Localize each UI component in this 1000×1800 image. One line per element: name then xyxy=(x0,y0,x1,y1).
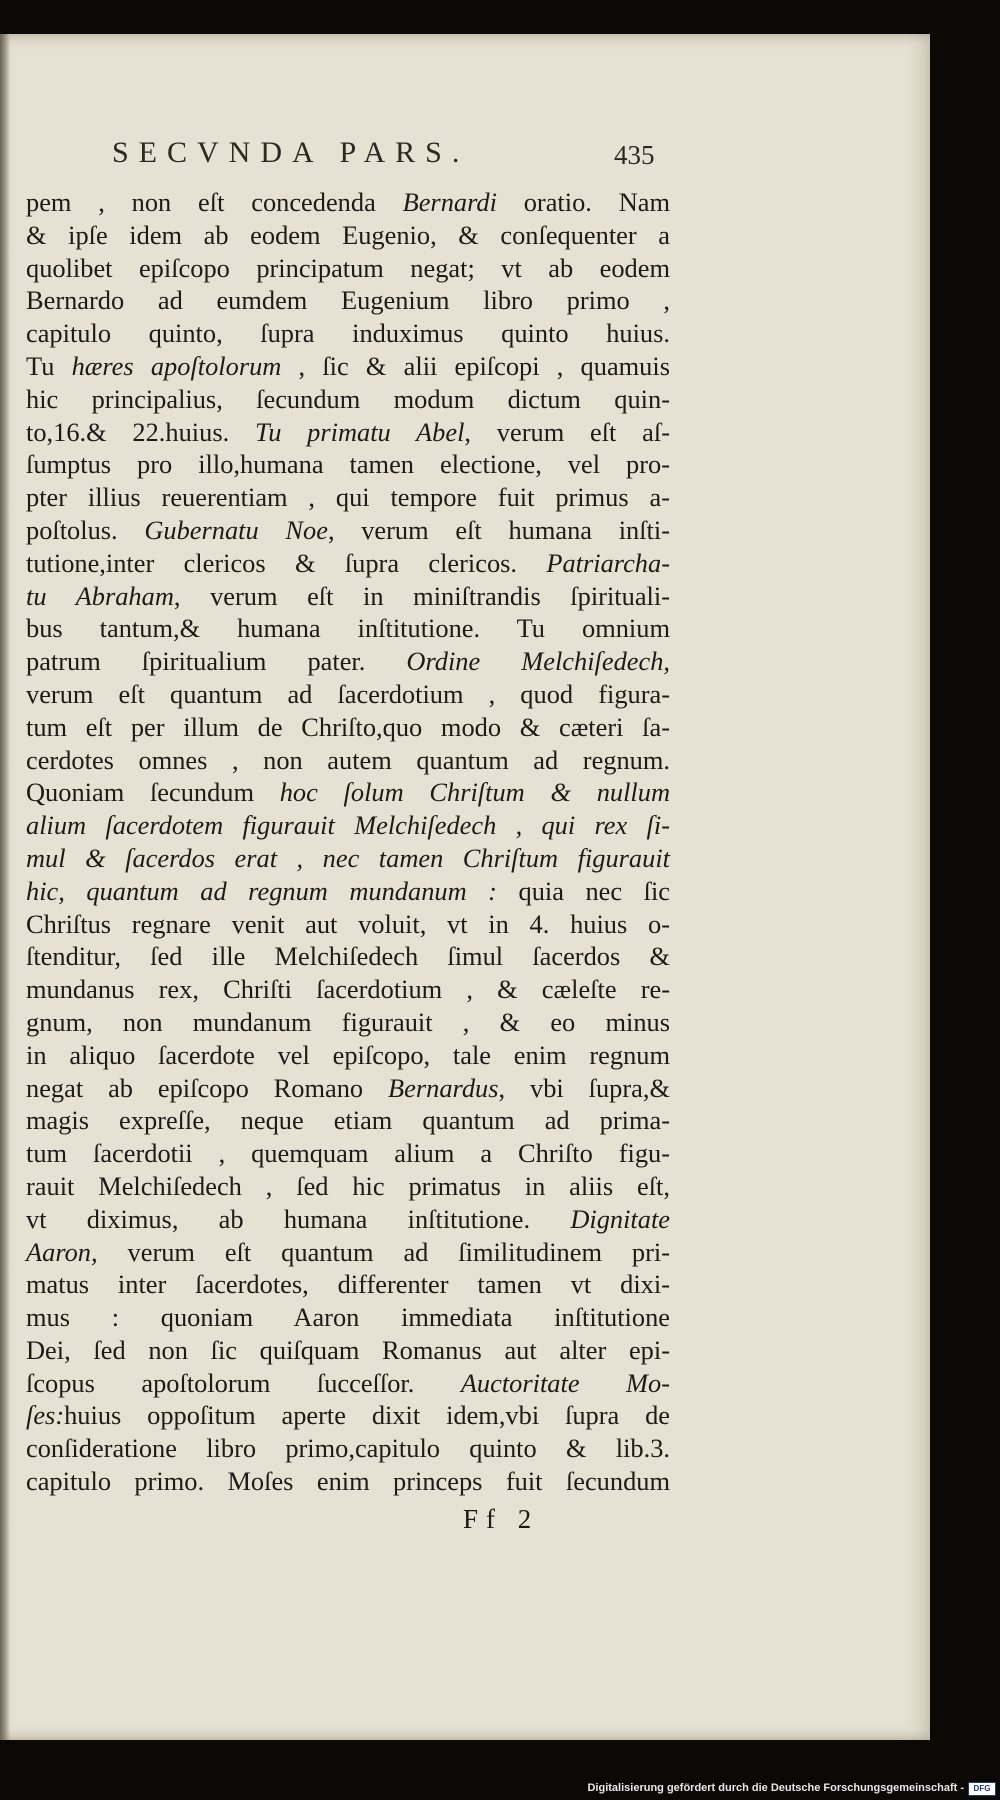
italic-text-run: Bernardi xyxy=(402,187,497,217)
text-line xyxy=(26,1203,670,1236)
dfg-logo: DFG xyxy=(968,1782,996,1796)
text-line xyxy=(26,186,670,219)
text-run: Quoniam ſecundum xyxy=(26,777,280,808)
italic-text-run: Patriarcha- xyxy=(546,547,670,578)
text-line xyxy=(26,711,670,744)
italic-text-run: mul & ſacerdos erat , nec tamen Chriſtum figurauit xyxy=(26,842,670,873)
text-line xyxy=(26,481,670,514)
text-line xyxy=(26,252,670,285)
text-run: vt diximus, ab humana inſtitutione. xyxy=(26,1203,571,1234)
text-run: Chriſtus regnare venit aut voluit, vt in 4. huius o- xyxy=(26,908,670,939)
text-run: quia nec ſic xyxy=(496,875,670,906)
text-run: verum eſt quantum ad ſacerdotium , quod figura- xyxy=(26,678,670,709)
text-line xyxy=(26,973,670,1006)
text-run: matus inter ſacerdotes, differenter tamen vt dixi- xyxy=(26,1269,670,1300)
text-line xyxy=(26,284,670,317)
text-run: bus tantum,& humana inſtitutione. Tu omnium xyxy=(26,613,670,644)
text-line xyxy=(26,1104,670,1137)
page-number: 435 xyxy=(614,140,655,170)
text-run: cerdotes omnes , non autem quantum ad regnum. xyxy=(26,744,670,775)
text-line xyxy=(26,1301,670,1334)
text-run: capitulo quinto, ſupra induximus quinto huius. xyxy=(26,318,670,349)
text-run: tum eſt per illum de Chriſto,quo modo & cæteri ſa- xyxy=(26,711,670,742)
italic-text-run: Tu primatu Abel xyxy=(254,416,465,447)
text-run: , verum eſt in miniſtrandis ſpirituali- xyxy=(173,580,670,611)
text-run: ſumptus pro illo,humana tamen electione, vel pro- xyxy=(26,449,670,480)
italic-text-run: hæres apoſtolorum xyxy=(71,350,282,381)
italic-text-run: Dignitate xyxy=(570,1203,670,1234)
text-line xyxy=(26,1236,670,1269)
text-run: hic principalius, ſecundum modum dictum quin- xyxy=(26,383,670,414)
italic-text-run: Aaron, xyxy=(26,1236,98,1267)
text-line xyxy=(26,645,670,678)
text-run: Dei, ſed non ſic quiſquam Romanus aut alter epi- xyxy=(26,1334,670,1365)
text-run: , ſic & alii epiſcopi , quamuis xyxy=(281,350,670,381)
text-run: Tu xyxy=(26,350,72,381)
text-line xyxy=(26,514,670,547)
signature-mark: Ff 2 xyxy=(463,1504,540,1534)
italic-text-run: alium ſacerdotem figurauit Melchiſedech , qui rex ſi- xyxy=(26,810,670,841)
text-line xyxy=(26,580,670,613)
text-line xyxy=(26,809,670,842)
italic-text-run: hoc ſolum Chriſtum & nullum xyxy=(279,777,670,808)
text-line xyxy=(26,875,670,908)
text-run: rauit Melchiſedech , ſed hic primatus in aliis eſt, xyxy=(26,1170,670,1201)
text-line xyxy=(26,1137,670,1170)
text-line xyxy=(26,776,670,809)
text-run: huius oppoſitum aperte dixit idem,vbi ſupra de xyxy=(64,1400,670,1431)
text-run: tum ſacerdotii , quemquam alium a Chriſto figu- xyxy=(26,1138,670,1169)
running-head: SECVNDA PARS. xyxy=(112,136,470,169)
text-run: capitulo primo. Moſes enim princeps fuit ſecundum xyxy=(26,1466,670,1497)
text-line xyxy=(26,416,670,449)
text-run: Bernardo ad eumdem Eugenium libro primo , xyxy=(26,285,670,316)
italic-text-run: Auctoritate Mo- xyxy=(460,1367,670,1398)
text-line xyxy=(26,1432,670,1465)
text-run: tutione,inter clericos & ſupra clericos. xyxy=(26,547,547,578)
text-line xyxy=(26,1268,670,1301)
text-line xyxy=(26,678,670,711)
text-line xyxy=(26,744,670,777)
text-run: patrum ſpiritualium pater. xyxy=(26,646,407,677)
text-line xyxy=(26,1465,670,1498)
text-run: in aliquo ſacerdote vel epiſcopo, tale enim regnum xyxy=(26,1039,670,1070)
text-line xyxy=(26,448,670,481)
text-run: oratio. Nam xyxy=(496,187,670,217)
text-line xyxy=(26,1039,670,1072)
text-line xyxy=(26,1170,670,1203)
text-run: , vbi ſupra,& xyxy=(498,1072,670,1103)
text-line xyxy=(26,1006,670,1039)
italic-text-run: Gubernatu Noe xyxy=(144,514,328,545)
text-run: & ipſe idem ab eodem Eugenio, & conſequenter a xyxy=(26,219,670,250)
text-run: mundanus rex, Chriſti ſacerdotium , & cæleſte re- xyxy=(26,974,670,1005)
body-text xyxy=(26,186,670,1498)
text-line xyxy=(26,908,670,941)
text-line xyxy=(26,1334,670,1367)
text-line xyxy=(26,383,670,416)
italic-text-run: ſes: xyxy=(26,1400,65,1431)
text-line xyxy=(26,219,670,252)
text-run: to,16.& 22.huius. xyxy=(26,416,255,447)
text-run: magis expreſſe, neque etiam quantum ad prima- xyxy=(26,1105,670,1136)
text-line xyxy=(26,317,670,350)
text-run: pter illius reuerentiam , qui tempore fuit primus a- xyxy=(26,482,670,513)
italic-text-run: tu Abraham xyxy=(26,580,174,611)
text-run: mus : quoniam Aaron immediata inſtitutione xyxy=(26,1302,670,1333)
text-run: , verum eſt humana inſti- xyxy=(327,514,671,545)
text-run: ſcopus apoſtolorum ſucceſſor. xyxy=(26,1367,461,1398)
text-run: conſideratione libro primo,capitulo quinto & lib.3. xyxy=(26,1433,670,1464)
digitization-credit: Digitalisierung gefördert durch die Deutsche Forschungsgemeinschaft - xyxy=(587,1782,964,1794)
italic-text-run: hic, quantum ad regnum mundanum : xyxy=(26,875,497,906)
text-line xyxy=(26,1072,670,1105)
text-line xyxy=(26,842,670,875)
text-run: verum eſt quantum ad ſimilitudinem pri- xyxy=(97,1236,670,1267)
text-line xyxy=(26,547,670,580)
page-gutter-shadow xyxy=(0,34,10,1740)
text-run: poſtolus. xyxy=(26,514,145,545)
text-run: quolibet epiſcopo principatum negat; vt ab eodem xyxy=(26,252,670,283)
text-line xyxy=(26,350,670,383)
text-run: gnum, non mundanum figurauit , & eo minus xyxy=(26,1006,670,1037)
text-line xyxy=(26,612,670,645)
text-run: , verum eſt aſ- xyxy=(464,416,670,447)
text-line xyxy=(26,940,670,973)
text-run: ſtenditur, ſed ille Melchiſedech ſimul ſacerdos & xyxy=(26,941,670,972)
italic-text-run: Bernardus xyxy=(388,1072,499,1103)
text-run: pem , non eſt concedenda xyxy=(26,187,403,217)
text-line xyxy=(26,1399,670,1432)
italic-text-run: Ordine Melchiſedech, xyxy=(406,646,670,677)
text-line xyxy=(26,1367,670,1400)
text-run: negat ab epiſcopo Romano xyxy=(26,1072,389,1103)
